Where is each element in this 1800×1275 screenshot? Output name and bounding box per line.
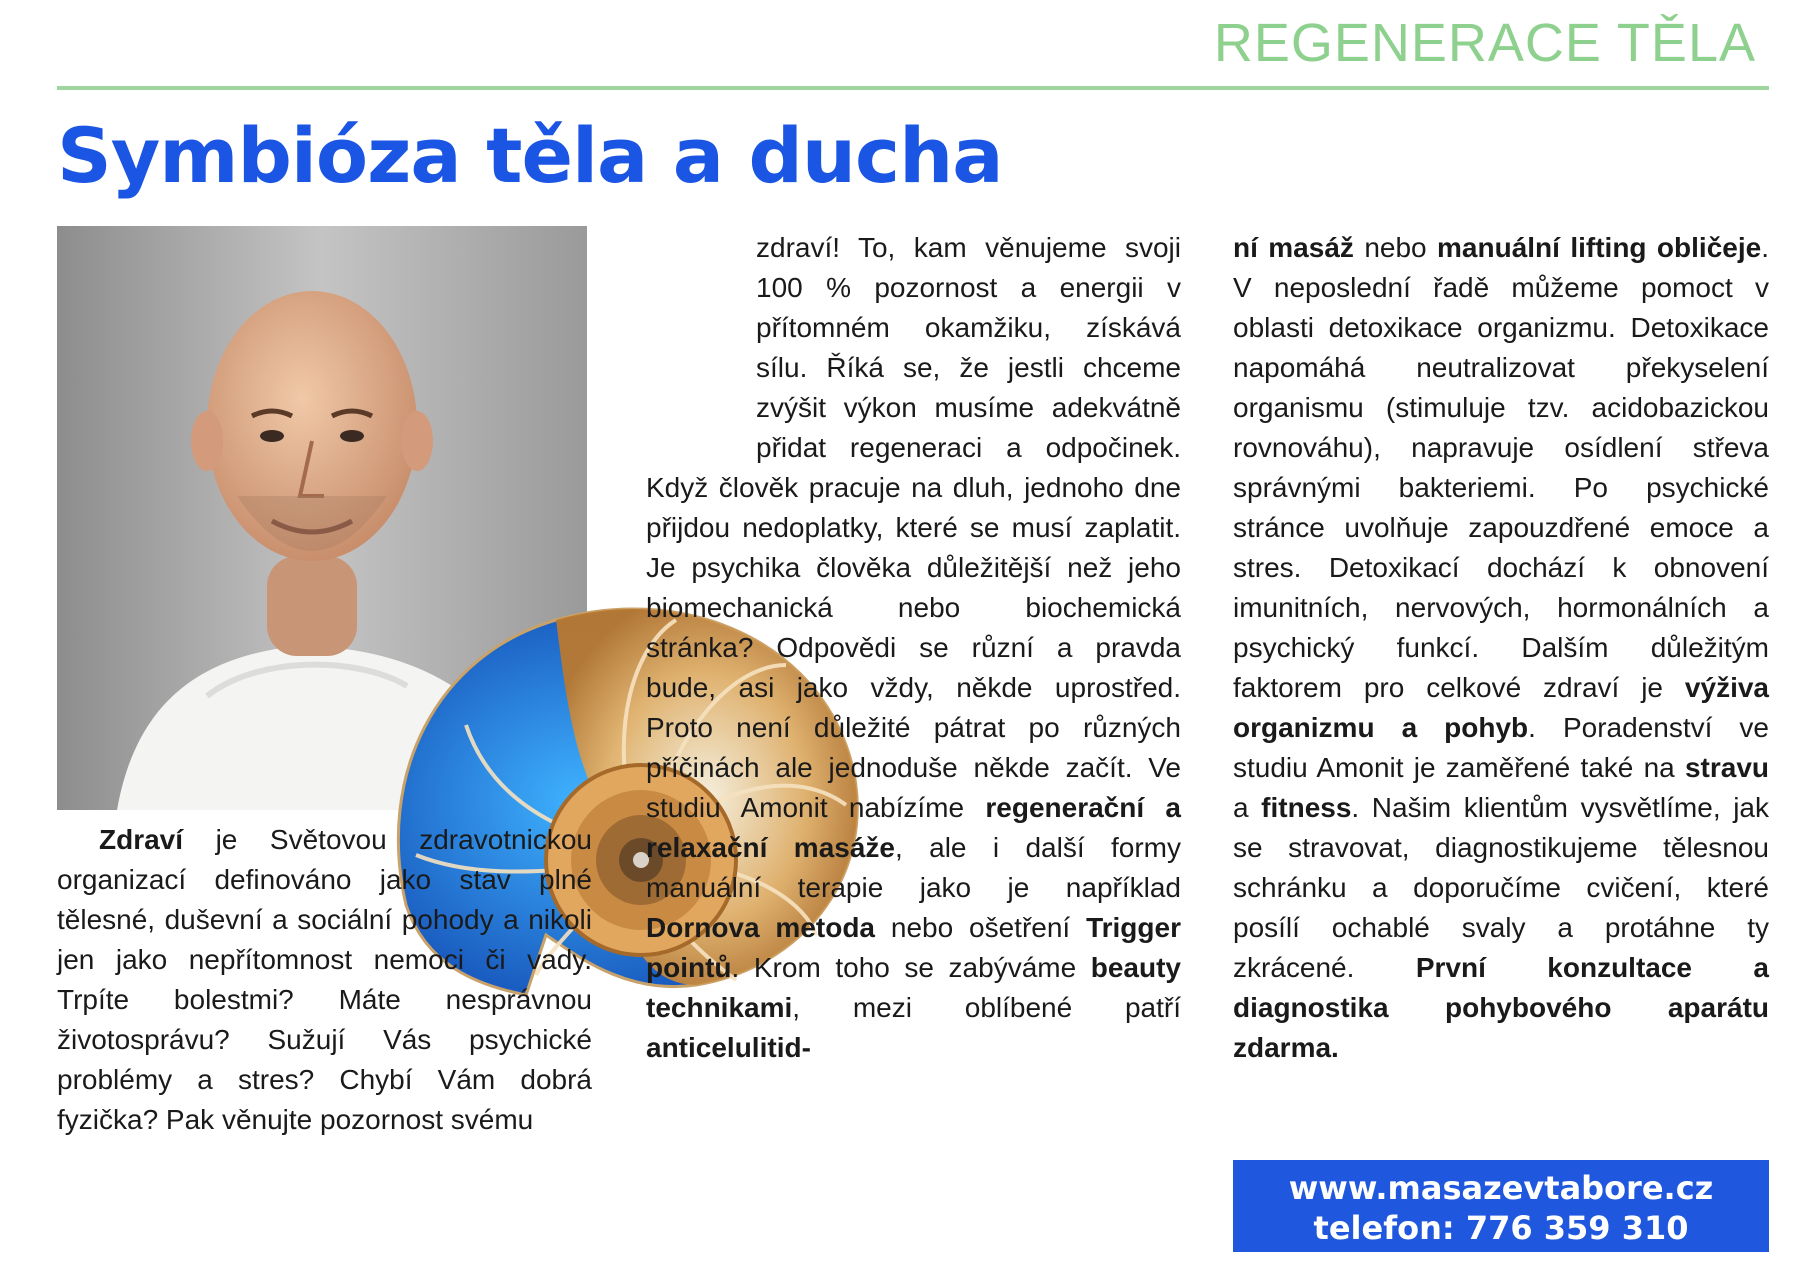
lead-bold-text: Zdraví: [99, 824, 184, 855]
column-2-text-3: nebo ošetření: [875, 912, 1087, 943]
phone-number: telefon: 776 359 310: [1313, 1209, 1689, 1247]
bold-strava-text: stravu: [1684, 752, 1769, 783]
column-3-text-4: a: [1233, 792, 1262, 823]
column-3-text-2: . V neposlední řadě můžeme pomoct v oblasti detoxikace organizmu. Detoxikace napomáhá neutralizovat překyselení organismu (stimuluje tzv. acidobazickou rovnováhu), napravuje osídlení střeva správnými bakteriemi. Po psychické stránce uvolňuje zapouzdřené emoce a stres. Detoxikací dochází k obnovení imunitních, nervových, hormonálních a psychický funkcí. Dalším důležitým faktorem pro celkové zdraví je: [1233, 232, 1769, 703]
bold-beauty-text: beauty technikami: [646, 952, 1181, 1023]
bold-consultation-text: První konzultace a diagnostika pohybového aparátu zdarma.: [1233, 952, 1769, 1063]
column-2-text-5: , mezi oblíbené patří: [792, 992, 1181, 1023]
bold-nutrition-text: výživa organizmu a pohyb: [1233, 672, 1769, 743]
bold-masaz-text: ní masáž: [1233, 232, 1354, 263]
wrap-spacer: [646, 228, 756, 468]
column-3-text-5: . Našim klientům vysvětlíme, jak se stravovat, diagnostikujeme tělesnou schránku a doporučíme cvičení, které posílí ochablé svaly a protáhne ty zkrácené.: [1233, 792, 1769, 983]
article-column-1: [57, 820, 592, 1140]
column-2-text-1: zdraví! To, kam věnujeme svoji 100 % pozornost a energii v přítomném okamžiku, získává sílu. Říká se, že jestli chceme zvýšit výkon musíme adekvátně přidat regeneraci a odpočinek. Když člověk pracuje na dluh, jednoho dne přijdou nedoplatky, které se musí zaplatit. Je psychika člověka důležitější než jeho biomechanická nebo biochemická stránka? Odpovědi se různí a pravda bude, asi jako vždy, někde uprostřed. Proto není důležité pátrat po různých příčinách ale jednoduše někde začít. Ve studiu Amonit nabízíme: [646, 232, 1181, 823]
section-label: REGENERACE TĚLA: [1213, 13, 1756, 73]
bold-lifting-text: manuální lifting obličeje: [1437, 232, 1762, 263]
bold-fitness-text: fitness: [1261, 792, 1352, 823]
bold-trigger-text: Trigger pointů: [646, 912, 1181, 983]
column-2-text-4: . Krom toho se zabýváme: [731, 952, 1091, 983]
article-column-3: [1233, 228, 1769, 1068]
website-link[interactable]: www.masazevtabore.cz: [1288, 1169, 1714, 1207]
bold-massage-text: regenerační a relaxační masáže: [646, 792, 1181, 863]
column-3-text-3: . Poradenství ve studiu Amonit je zaměřené také na: [1233, 712, 1769, 783]
bold-anticelulitid-text: anticelulitid-: [646, 1032, 811, 1063]
article-headline: Symbióza těla a ducha: [57, 111, 1003, 200]
column-1-paragraph: [57, 820, 592, 1140]
bold-dorn-text: Dornova metoda: [646, 912, 876, 943]
contact-box: [1233, 1160, 1769, 1252]
article-column-2: [646, 228, 1181, 1068]
column-2-paragraph: [646, 228, 1181, 1068]
column-3-paragraph: [1233, 228, 1769, 1068]
column-1-text: je Světovou zdravotnickou organizací definováno jako stav plné tělesné, duševní a sociální pohody a nikoli jen jako nepřítomnost nemoci či vady. Trpíte bolestmi? Máte nesprávnou životosprávu? Sužují Vás psychické problémy a stres? Chybí Vám dobrá fyzička? Pak věnujte pozornost svému: [57, 824, 592, 1135]
header-divider: [57, 86, 1769, 90]
column-2-text-2: , ale i další formy manuální terapie jako je například: [646, 832, 1181, 903]
column-3-text-1: nebo: [1353, 232, 1438, 263]
